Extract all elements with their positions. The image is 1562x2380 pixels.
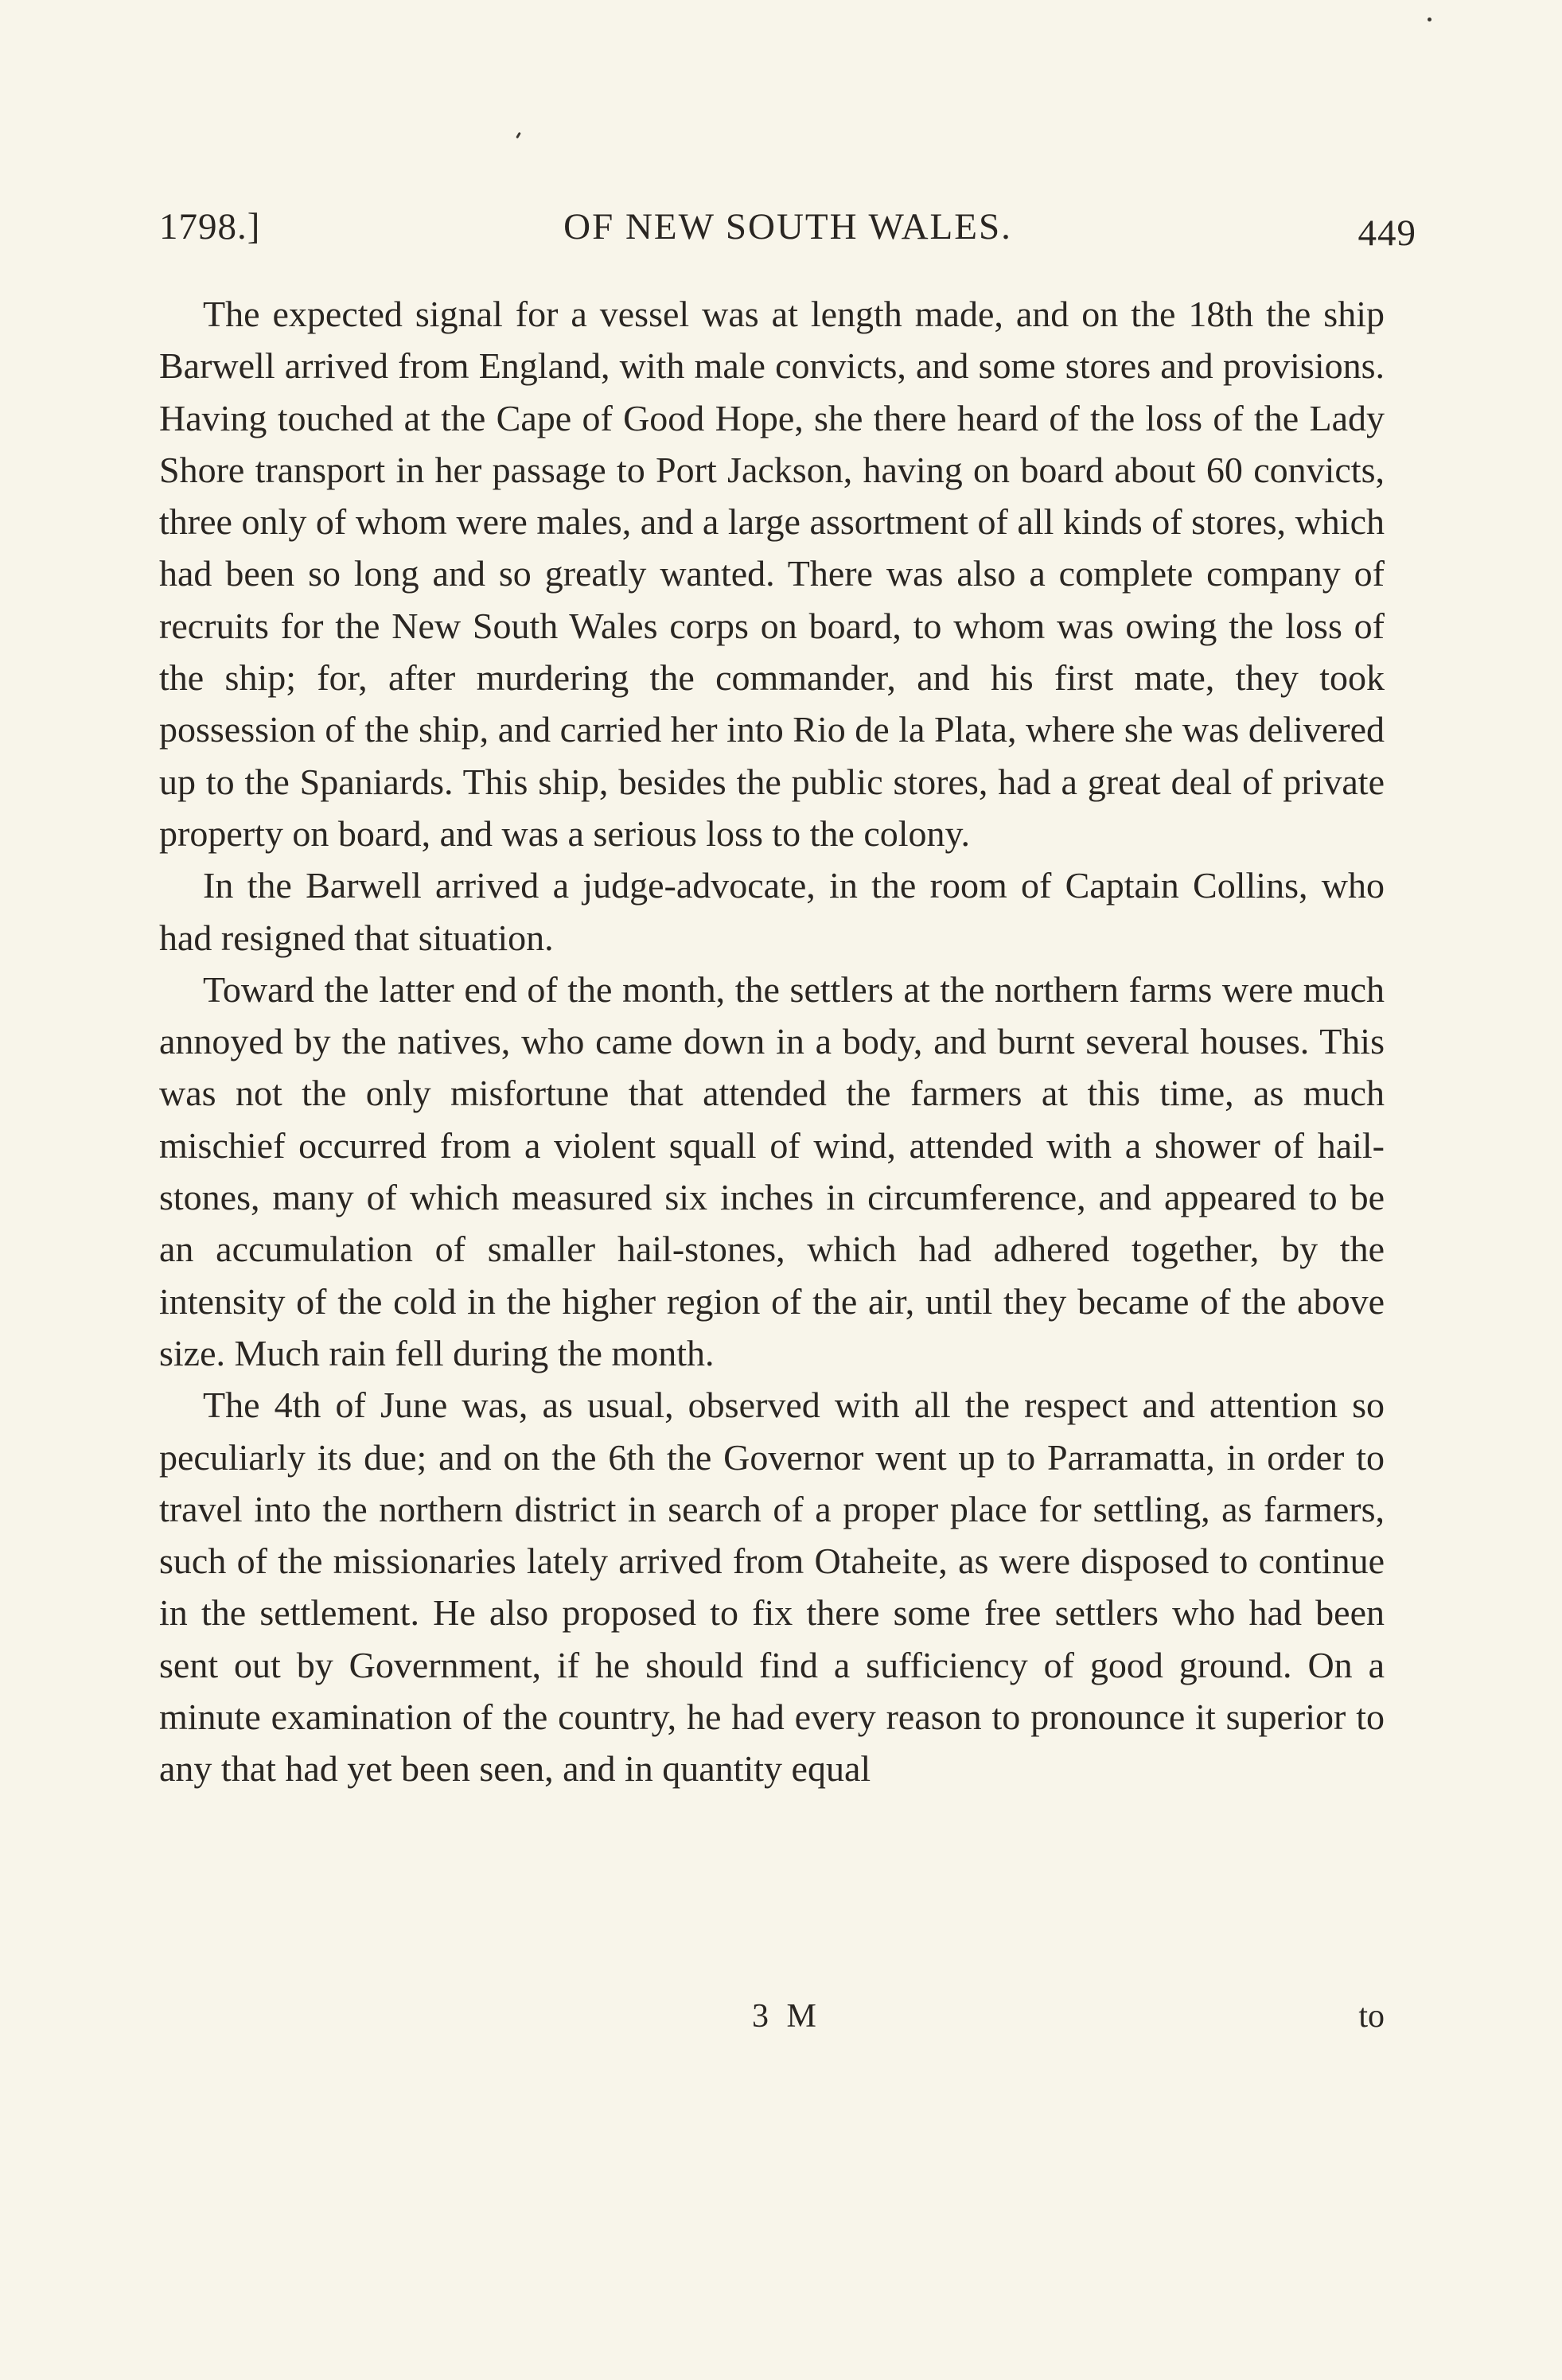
body-text	[159, 288, 1385, 1795]
running-header	[159, 205, 1416, 261]
ink-speck	[1428, 18, 1432, 21]
page-number: 449	[1357, 212, 1416, 254]
ink-speck	[516, 132, 521, 138]
header-year: 1798.]	[159, 206, 261, 247]
paragraph: Toward the latter end of the month, the settlers at the northern farms were much annoyed by the natives, who came down in a body, and burnt several houses. This was not the only misfortune that attended the farmers at this time, as much mischief occurred from a violent squall of wind, attended with a shower of hail-stones, many of which measured six inches in circumference, and appeared to be an accumulation of smaller hail-stones, which had adhered together, by the intensity of the cold in the higher region of the air, until they became of the above size. Much rain fell during the month.	[159, 968, 1385, 1373]
page-footer	[159, 1997, 1385, 2045]
header-title: OF NEW SOUTH WALES.	[563, 206, 1012, 247]
paragraph: The 4th of June was, as usual, observed with all the respect and attention so peculiarly its due; and on the 6th the Governor went up to Parramatta, in order to travel into the northern district in search of a proper place for settling, as farmers, such of the missionaries lately arrived from Otaheite, as were disposed to continue in the settlement. He also proposed to fix there some free settlers who had been sent out by Government, if he should find a sufficiency of good ground. On a minute examination of the country, he had every reason to pronounce it superior to any that had yet been seen, and in quantity equal	[159, 1385, 1385, 1790]
catchword: to	[1358, 1998, 1385, 2035]
paragraph: The expected signal for a vessel was at length made, and on the 18th the ship Barwell arrived from England, with male convicts, and some stores and provisions. Having touched at the Cape of Good Hope, she there heard of the loss of the Lady Shore transport in her passage to Port Jackson, having on board about 60 convicts, three only of whom were males, and a large assortment of all kinds of stores, which had been so long and so greatly wanted. There was also a complete company of recruits for the New South Wales corps on board, to whom was owing the loss of the ship; for, after murdering the commander, and his first mate, they took possession of the ship, and carried her into Rio de la Plata, where she was delivered up to the Spaniards. This ship, besides the public stores, had a great deal of private property on board, and was a serious loss to the colony.	[159, 294, 1385, 854]
signature-mark: 3 M	[752, 1998, 821, 2035]
paragraph: In the Barwell arrived a judge-advocate, in the room of Captain Collins, who had resigned that situation.	[159, 865, 1385, 958]
